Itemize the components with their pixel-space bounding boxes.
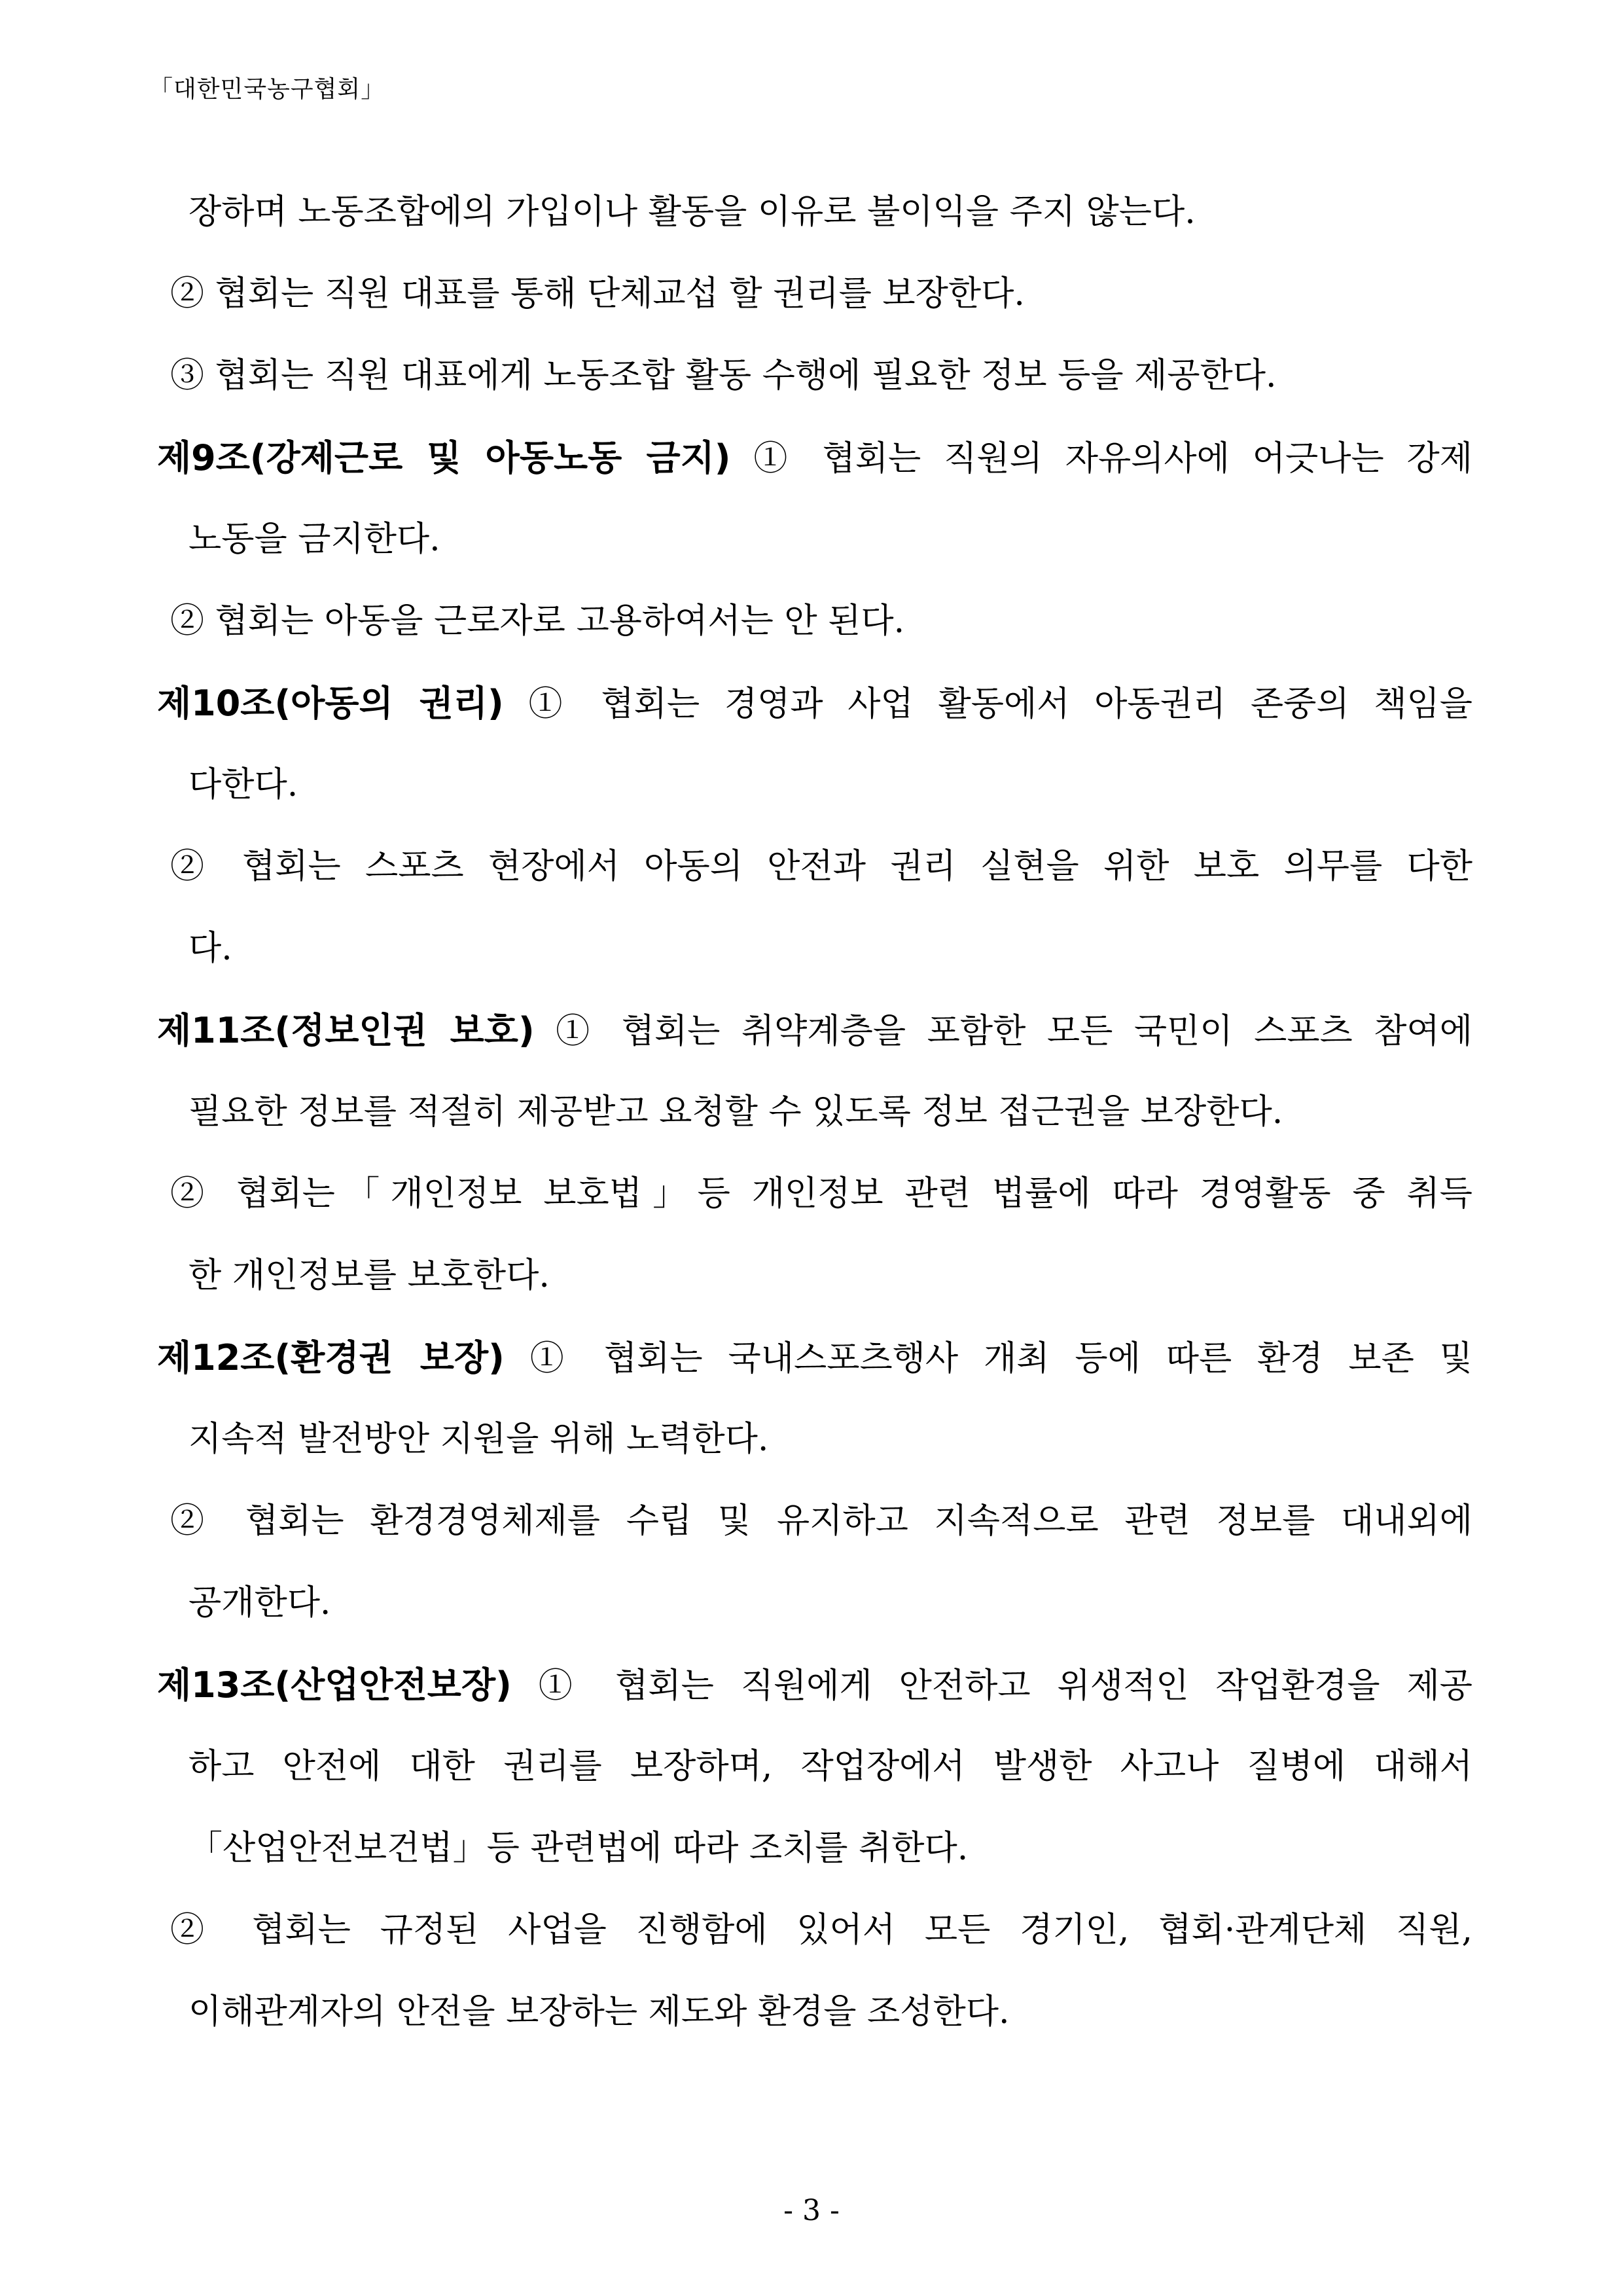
article-heading: 제10조(아동의 권리)	[157, 683, 504, 724]
body-line: 「산업안전보건법」등 관련법에 따라 조치를 취한다.	[188, 1829, 969, 1868]
article-13	[157, 1644, 1472, 1726]
body-line: ② 협회는 스포츠 현장에서 아동의 안전과 권리 실현을 위한 보호 의무를 다한	[170, 847, 1472, 886]
article-heading: 제12조(환경권 보장)	[157, 1337, 505, 1378]
body-line: ② 협회는 아동을 근로자로 고용하여서는 안 된다.	[170, 601, 905, 641]
article-heading: 제13조(산업안전보장)	[157, 1664, 512, 1706]
body-line: 필요한 정보를 적절히 제공받고 요청할 수 있도록 정보 접근권을 보장한다.	[188, 1092, 1283, 1132]
body-line: ③ 협회는 직원 대표에게 노동조합 활동 수행에 필요한 정보 등을 제공한다.	[170, 356, 1277, 395]
article-10	[157, 662, 1472, 744]
article-text: ① 협회는 직원에게 안전하고 위생적인 작업환경을 제공	[538, 1666, 1473, 1706]
body-line: 한 개인정보를 보호한다.	[188, 1256, 550, 1295]
article-11	[157, 990, 1472, 1071]
organization-header: 「대한민국농구협회」	[149, 76, 385, 103]
body-line: 다.	[188, 929, 232, 968]
body-line: 장하며 노동조합에의 가입이나 활동을 이유로 불이익을 주지 않는다.	[188, 192, 1196, 232]
document-body	[157, 171, 1472, 2053]
body-line: 공개한다.	[188, 1583, 331, 1623]
body-line: ② 협회는 환경경영체제를 수립 및 유지하고 지속적으로 관련 정보를 대내외에	[170, 1501, 1472, 1541]
article-text: ① 협회는 국내스포츠행사 개최 등에 따른 환경 보존 및	[529, 1339, 1473, 1378]
body-line: 노동을 금지한다.	[188, 520, 440, 559]
body-line: ② 협회는「개인정보 보호법」등 개인정보 관련 법률에 따라 경영활동 중 취득	[170, 1174, 1472, 1213]
body-line: 지속적 발전방안 지원을 위해 노력한다.	[188, 1420, 769, 1459]
page-number: - 3 -	[783, 2194, 840, 2227]
article-heading: 제11조(정보인권 보호)	[157, 1010, 535, 1051]
body-line: ② 협회는 규정된 사업을 진행함에 있어서 모든 경기인, 협회·관계단체 직원,	[170, 1910, 1472, 1950]
article-text: ① 협회는 경영과 사업 활동에서 아동권리 존중의 책임을	[528, 685, 1473, 724]
article-text: ① 협회는 직원의 자유의사에 어긋나는 강제	[753, 439, 1473, 478]
body-line: 다한다.	[188, 765, 298, 804]
article-text: ① 협회는 취약계층을 포함한 모든 국민이 스포츠 참여에	[556, 1012, 1473, 1051]
article-heading: 제9조(강제근로 및 아동노동 금지)	[157, 437, 731, 478]
body-line: 하고 안전에 대한 권리를 보장하며, 작업장에서 발생한 사고나 질병에 대해서	[188, 1747, 1472, 1786]
body-line: ② 협회는 직원 대표를 통해 단체교섭 할 권리를 보장한다.	[170, 274, 1025, 314]
body-line: 이해관계자의 안전을 보장하는 제도와 환경을 조성한다.	[188, 1992, 1010, 2032]
article-12	[157, 1317, 1472, 1399]
article-9	[157, 417, 1472, 499]
